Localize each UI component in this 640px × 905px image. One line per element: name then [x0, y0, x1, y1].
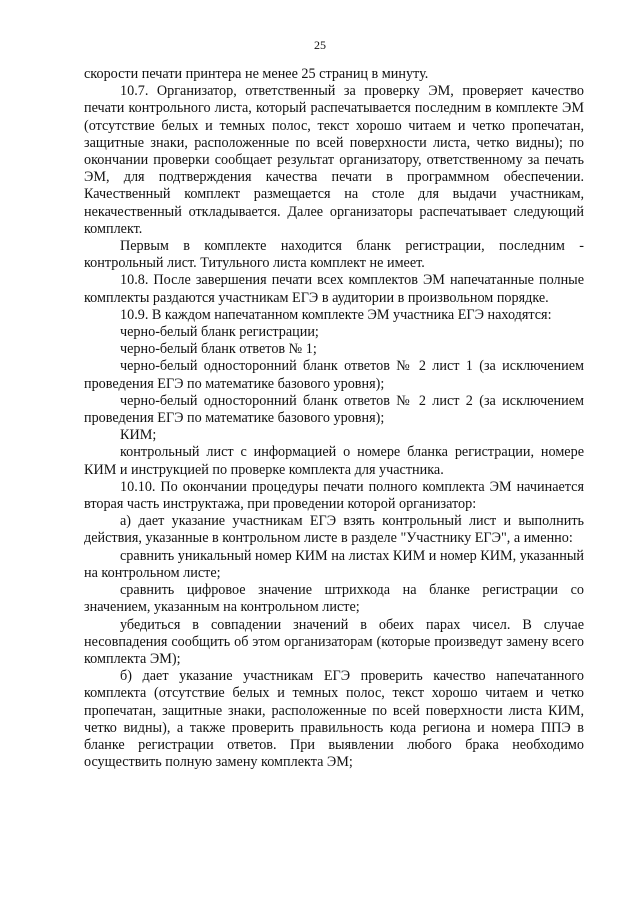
document-body — [84, 66, 584, 771]
paragraph: сравнить уникальный номер КИМ на листах КИМ и номер КИМ, указанный на контрольном листе; — [84, 547, 584, 581]
paragraph: б) дает указание участникам ЕГЭ проверить качество напечатанного комплекта (отсутствие белых и темных полос, текст хорошо читаем и четко пропечатан, защитные знаки, расположенные по всей поверхности листа КИМ, четко видны), а также проверить правильность кода региона и номера ППЭ в бланке регистрации ответов. При выявлении любого брака необходимо осуществить полную замену комплекта ЭМ; — [84, 668, 584, 771]
paragraph: 10.8. После завершения печати всех комплектов ЭМ напечатанные полные комплекты раздаются участникам ЕГЭ в аудитории в произвольном порядке. — [84, 272, 584, 306]
page-number: 25 — [314, 38, 326, 52]
paragraph: черно-белый односторонний бланк ответов № 2 лист 1 (за исключением проведения ЕГЭ по математике базового уровня); — [84, 358, 584, 392]
paragraph: скорости печати принтера не менее 25 страниц в минуту. — [84, 66, 429, 82]
paragraph: сравнить цифровое значение штрихкода на бланке регистрации со значением, указанным на контрольном листе; — [84, 582, 584, 616]
paragraph: черно-белый односторонний бланк ответов № 2 лист 2 (за исключением проведения ЕГЭ по математике базового уровня); — [84, 392, 584, 427]
paragraph: КИМ; — [120, 427, 157, 444]
paragraph: 10.7. Организатор, ответственный за проверку ЭМ, проверяет качество печати контрольного листа, который распечатывается последним в комплекте ЭМ (отсутствие белых и темных полос, текст хорошо читаем и четко пропечатан, защитные знаки, расположенные по всей поверхности листа, четко видны); по окончании проверки сообщает результат организатору, ответственному за печать ЭМ, для подтверждения качества печати в программном обеспечении. Качественный комплект размещается на столе для выдачи участникам, некачественный откладывается. Далее организаторы распечатывает следующий комплект. — [84, 83, 584, 237]
paragraph: 10.10. По окончании процедуры печати полного комплекта ЭМ начинается вторая часть инструктажа, при проведении которой организатор: — [84, 478, 584, 513]
paragraph: убедиться в совпадении значений в обеих парах чисел. В случае несовпадения сообщить об этом организаторам (которые произведут замену всего комплекта ЭМ); — [84, 616, 584, 667]
paragraph: контрольный лист с информацией о номере бланка регистрации, номере КИМ и инструкцией по проверке комплекта для участника. — [84, 444, 584, 478]
paragraph: Первым в комплекте находится бланк регистрации, последним - контрольный лист. Титульного листа комплект не имеет. — [84, 238, 584, 272]
paragraph: а) дает указание участникам ЕГЭ взять контрольный лист и выполнить действия, указанные в контрольном листе в разделе "Участнику ЕГЭ", а именно: — [84, 513, 584, 547]
paragraph: черно-белый бланк ответов № 1; — [120, 341, 317, 358]
paragraph: 10.9. В каждом напечатанном комплекте ЭМ участника ЕГЭ находятся: — [120, 306, 552, 323]
paragraph: черно-белый бланк регистрации; — [120, 324, 319, 341]
